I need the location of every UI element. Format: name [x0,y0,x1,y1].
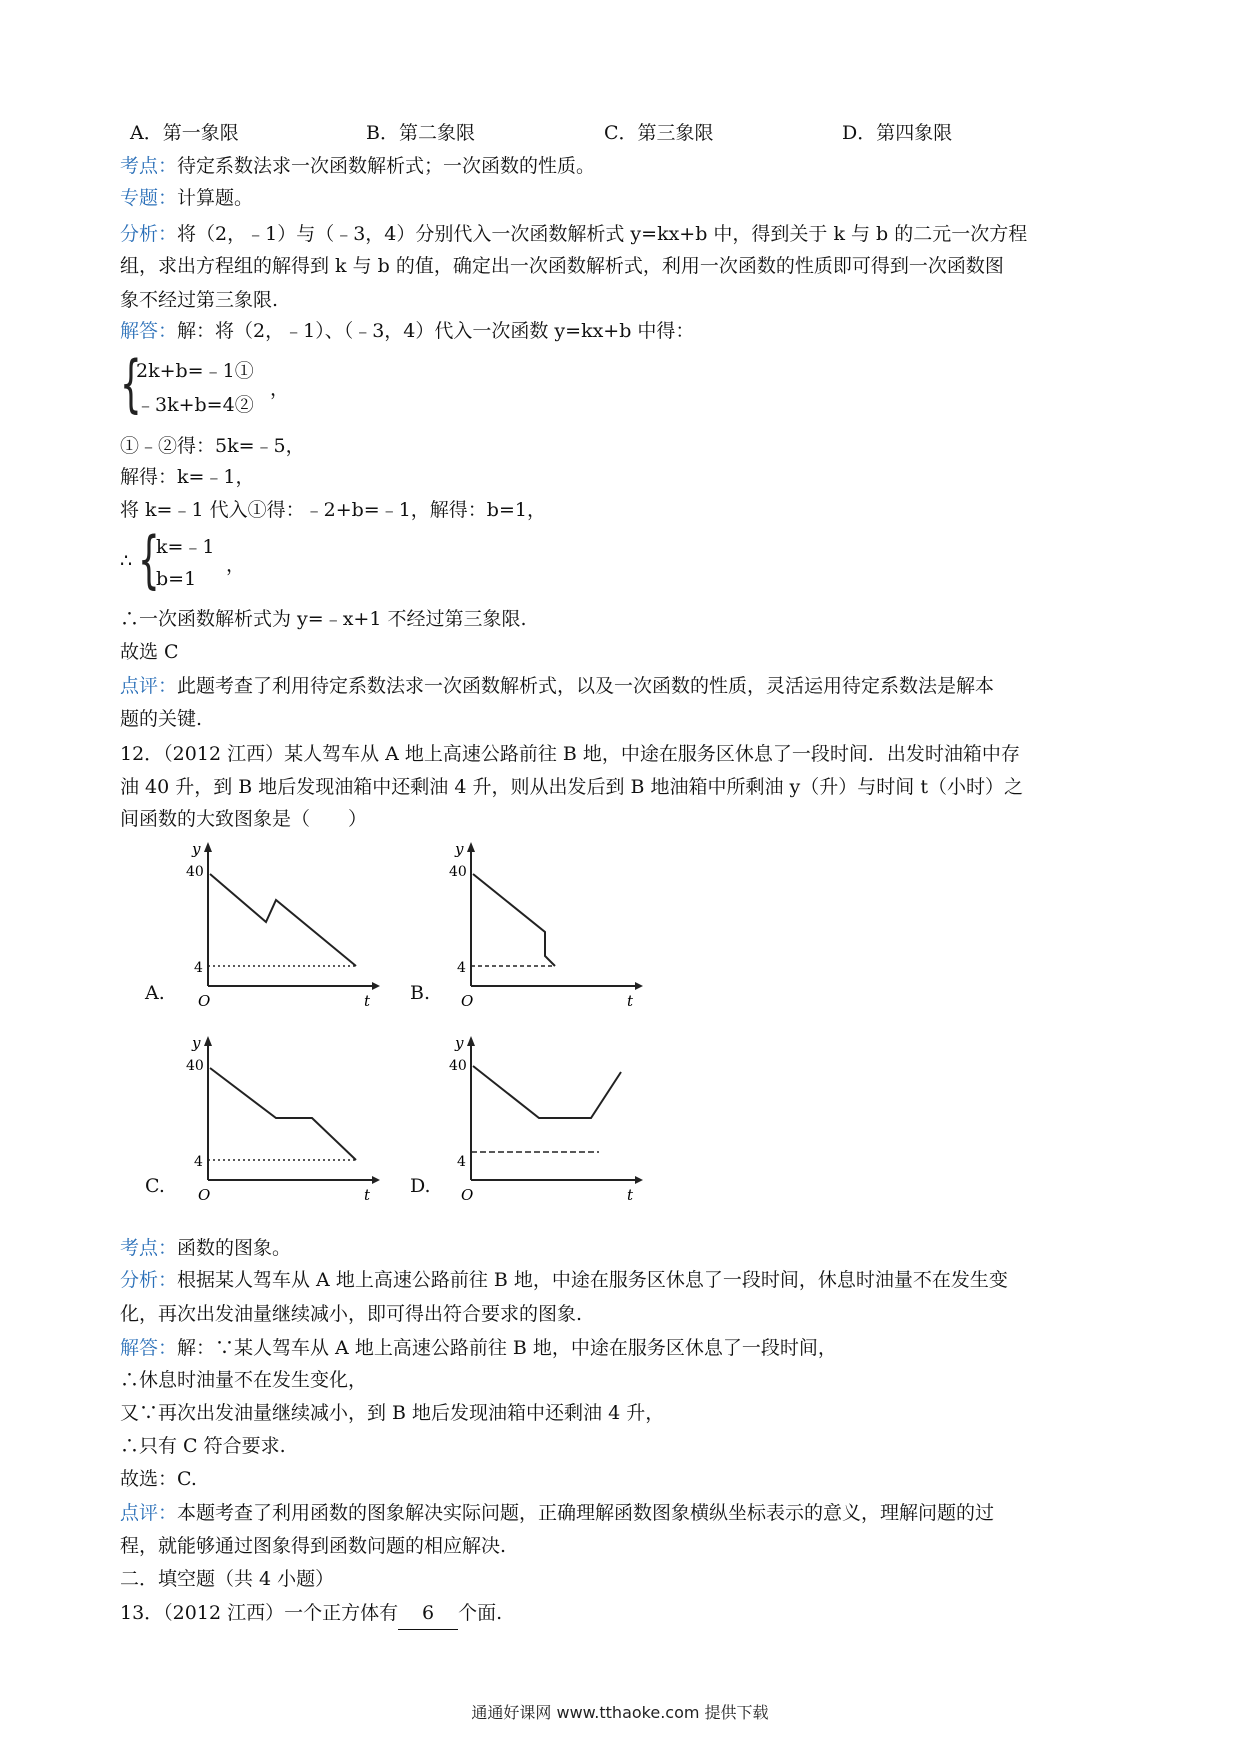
y-arrow [204,842,212,852]
q11-zhuanti [120,182,1125,214]
option-d: D．第四象限 [842,122,953,144]
tick-4: 4 [457,960,466,976]
y-arrow [204,1036,212,1046]
dianping-line: 题的关键. [120,708,203,730]
dianping-line: 此题考查了利用待定系数法求一次函数解析式，以及一次函数的性质，灵活运用待定系数法是解本 [177,675,995,697]
step-line: ①﹣②得：5k=﹣5， [120,435,305,457]
q13-after: 个面. [458,1602,503,1624]
dianping-label: 点评： [120,1502,178,1524]
equation-2: ﹣3k+b=4② [136,394,254,416]
fenxi-label: 分析： [120,1269,178,1291]
graph-a-label: A. [145,982,165,1004]
kaodian-label: 考点： [120,155,178,177]
step-line: 解得：k=﹣1， [120,466,255,488]
fenxi-line: 象不经过第三象限. [120,289,279,311]
q12-stem-line: 12．（2012 江西）某人驾车从 A 地上高速公路前往 B 地，中途在服务区休息了一段时间．出发时油箱中存 [120,743,1020,765]
jieda-text: 解：将（2，﹣1）、（﹣3，4）代入一次函数 y=kx+b 中得： [177,320,695,342]
q12-stem-line: 油 40 升，到 B 地后发现油箱中还剩油 4 升，则从出发后到 B 地油箱中所剩油 y（升）与时间 t（小时）之 [120,776,1023,798]
kaodian-text: 函数的图象。 [177,1237,292,1259]
section-heading: 二．填空题（共 4 小题） [120,1568,335,1590]
graph-c-label: C. [145,1175,165,1197]
x-arrow [635,982,643,990]
tick-40: 40 [186,1058,204,1074]
result-k: k=﹣1 [156,536,215,558]
y-axis-label: y [192,1034,201,1052]
jieda-label: 解答： [120,320,178,342]
jieda-line: ∴休息时油量不在发生变化， [120,1369,368,1391]
q12-dianping [120,1497,1125,1529]
dianping-label: 点评： [120,675,178,697]
equation-1: 2k+b=﹣1① [136,360,254,382]
q13-answer: 6 [398,1597,458,1630]
q11-kaodian [120,150,1125,182]
conclusion: ∴一次函数解析式为 y=﹣x+1 不经过第三象限. [120,608,527,630]
tick-4: 4 [457,1154,466,1170]
x-arrow [372,982,380,990]
fuel-curve [210,1068,356,1160]
brace: { [138,523,160,596]
q12-stem-line: 间函数的大致图象是（ ） [120,808,368,830]
fuel-curve [210,874,356,966]
graph-b [443,838,643,1008]
origin-label: O [461,992,474,1008]
fuel-curve [473,874,555,966]
fenxi-line: 组，求出方程组的解得到 k 与 b 的值，确定出一次函数解析式，利用一次函数的性质即可得到一次函数图 [120,255,1004,277]
x-axis-label: t [627,992,634,1008]
therefore-symbol: ∴ [120,550,133,572]
jieda-line: 又∵再次出发油量继续减小，到 B 地后发现油箱中还剩油 4 升， [120,1402,665,1424]
y-arrow [467,842,475,852]
dianping-line: 程，就能够通过图象得到函数问题的相应解决. [120,1535,507,1557]
fenxi-label: 分析： [120,223,178,245]
zhuanti-label: 专题： [120,187,178,209]
kaodian-label: 考点： [120,1237,178,1259]
origin-label: O [461,1186,474,1202]
x-arrow [372,1176,380,1184]
x-arrow [635,1176,643,1184]
fuel-curve [473,1066,621,1118]
y-axis-label: y [192,840,201,858]
kaodian-text: 待定系数法求一次函数解析式；一次函数的性质。 [177,155,596,177]
x-axis-label: t [627,1186,634,1202]
tick-40: 40 [449,864,467,880]
dianping-line: 本题考查了利用函数的图象解决实际问题，正确理解函数图象横纵坐标表示的意义，理解问题的过 [177,1502,995,1524]
q12-jieda [120,1332,1125,1364]
option-b: B．第二象限 [366,122,475,144]
x-axis-label: t [364,1186,371,1202]
origin-label: O [198,1186,211,1202]
q11-jieda [120,315,1125,347]
jieda-line: ∴只有 C 符合要求. [120,1435,286,1457]
q12-fenxi [120,1264,1125,1296]
jieda-label: 解答： [120,1337,178,1359]
fenxi-line: 根据某人驾车从 A 地上高速公路前往 B 地，中途在服务区休息了一段时间，休息时油量不在发生变 [177,1269,1008,1291]
x-axis-label: t [364,992,371,1008]
q12-kaodian [120,1232,1125,1264]
choice: 故选 C [120,641,179,663]
tick-4: 4 [194,1154,203,1170]
q13 [120,1597,1125,1630]
y-axis-label: y [455,840,464,858]
result-suffix: ， [226,554,246,576]
graph-a [180,838,380,1008]
result-system [120,523,340,598]
q11-fenxi [120,218,1125,250]
result-b: b=1 [156,568,197,590]
graph-c [180,1032,380,1202]
tick-4: 4 [194,960,203,976]
option-c: C．第三象限 [604,122,714,144]
brace: { [120,347,142,420]
jieda-line: 故选：C. [120,1468,197,1490]
q11-options [130,118,1110,150]
graph-b-label: B. [410,982,431,1004]
zhuanti-text: 计算题。 [177,187,254,209]
tick-40: 40 [449,1058,467,1074]
graph-d [443,1032,643,1202]
step-line: 将 k=﹣1 代入①得：﹣2+b=﹣1，解得：b=1， [120,499,546,521]
q13-before: 13．（2012 江西）一个正方体有 [120,1602,399,1624]
equation-system [120,347,340,422]
y-axis-label: y [455,1034,464,1052]
footer: 通通好课网 www.tthaoke.com 提供下载 [471,1703,769,1722]
fenxi-line: 化，再次出发油量继续减小，即可得出符合要求的图象. [120,1303,583,1325]
graph-d-label: D. [410,1175,431,1197]
jieda-line: 解：∵某人驾车从 A 地上高速公路前往 B 地，中途在服务区休息了一段时间， [177,1337,837,1359]
fenxi-line: 将（2，﹣1）与（﹣3，4）分别代入一次函数解析式 y=kx+b 中，得到关于 k 与 b 的二元一次方程 [177,223,1028,245]
option-a: A．第一象限 [130,122,239,144]
tick-40: 40 [186,864,204,880]
origin-label: O [198,992,211,1008]
q11-dianping [120,670,1125,702]
y-arrow [467,1036,475,1046]
system-suffix: ， [270,378,290,400]
